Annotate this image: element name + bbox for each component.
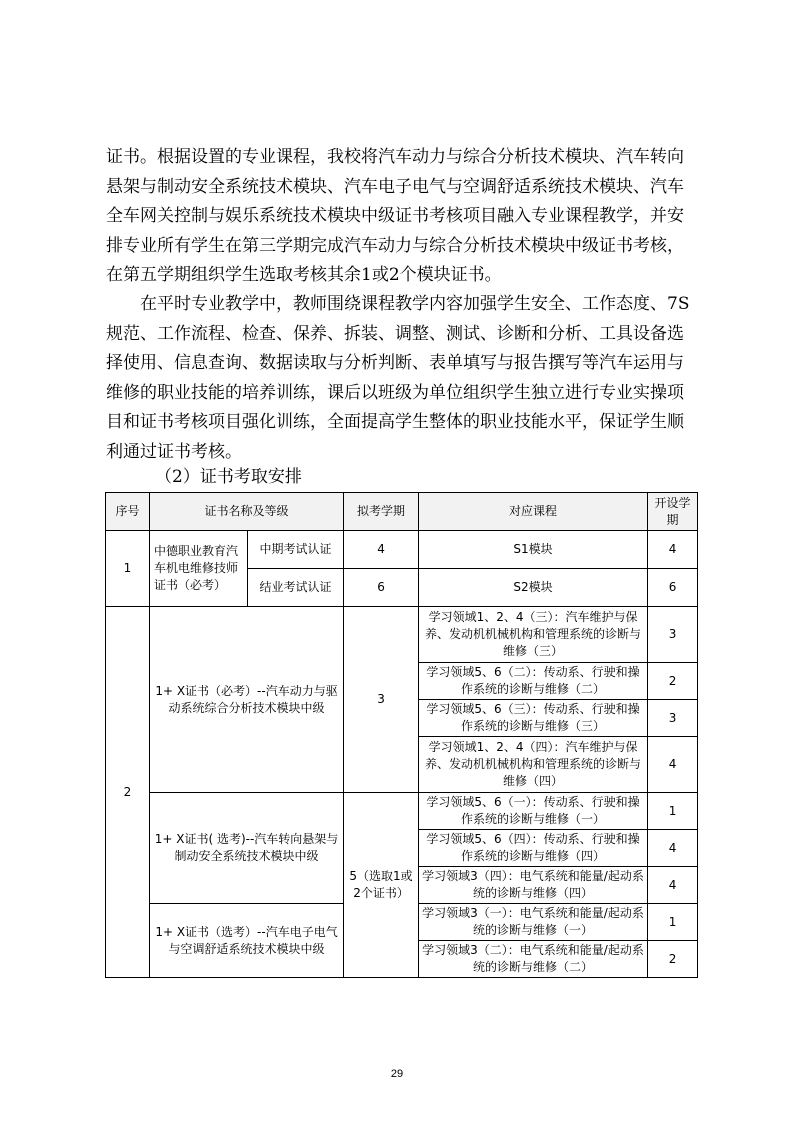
body-paragraph-2 [106, 290, 696, 467]
course-cell: 学习领域5、6（二）：传动系、行驶和操作系统的诊断与维修（二） [419, 663, 648, 700]
course-cell: 学习领域5、6（三）：传动系、行驶和操作系统的诊断与维修（三） [419, 700, 648, 737]
open-term-cell: 6 [648, 569, 698, 607]
open-term-cell: 4 [648, 737, 698, 793]
header-open: 开设学期 [648, 493, 698, 531]
term-cell: 6 [344, 569, 419, 607]
course-cell: 学习领域5、6（一）：传动系、行驶和操作系统的诊断与维修（一） [419, 793, 648, 830]
table-row [106, 531, 698, 569]
course-cell: 学习领域1、2、4（三）：汽车维护与保养、发动机机械机构和管理系统的诊断与维修（三） [419, 607, 648, 663]
open-term-cell: 2 [648, 663, 698, 700]
certificate-table [105, 492, 698, 978]
open-term-cell: 3 [648, 607, 698, 663]
table-row [106, 607, 698, 663]
seq-cell: 2 [106, 607, 150, 978]
cert-level-cell: 中期考试认证 [248, 531, 344, 569]
seq-cell: 1 [106, 531, 150, 607]
header-course: 对应课程 [419, 493, 648, 531]
term-cell: 5（选取1或2个证书） [344, 793, 419, 978]
page-number: 29 [390, 1068, 404, 1080]
header-cert: 证书名称及等级 [150, 493, 344, 531]
course-cell: S2模块 [419, 569, 648, 607]
course-cell: 学习领域3（四）：电气系统和能量/起动系统的诊断与维修（四） [419, 867, 648, 904]
cert-name-cell: 1+ X证书（选考）--汽车电子电气与空调舒适系统技术模块中级 [150, 904, 344, 978]
table-header-row [106, 493, 698, 531]
course-cell: 学习领域5、6（四）：传动系、行驶和操作系统的诊断与维修（四） [419, 830, 648, 867]
header-term: 拟考学期 [344, 493, 419, 531]
term-cell: 3 [344, 607, 419, 793]
cert-name-cell: 1+ X证书( 选考)--汽车转向悬架与制动安全系统技术模块中级 [150, 793, 344, 904]
section-heading: （2）证书考取安排 [155, 467, 302, 487]
open-term-cell: 1 [648, 904, 698, 941]
open-term-cell: 4 [648, 830, 698, 867]
course-cell: 学习领域3（一）：电气系统和能量/起动系统的诊断与维修（一） [419, 904, 648, 941]
paragraph-text: 在平时专业教学中，教师围绕课程教学内容加强学生安全、工作态度、7S规范、工作流程、检查、保养、拆装、调整、测试、诊断和分析、工具设备选择使用、信息查询、数据读取与分析判断、表单填写与报告撰写等汽车运用与维修的职业技能的培养训练，课后以班级为单位组织学生独立进行专业实操项目和证书考核项目强化训练，全面提高学生整体的职业技能水平，保证学生顺利通过证书考核。 [106, 294, 690, 462]
course-cell: S1模块 [419, 531, 648, 569]
open-term-cell: 2 [648, 941, 698, 978]
course-cell: 学习领域1、2、4（四）：汽车维护与保养、发动机机械机构和管理系统的诊断与维修（四） [419, 737, 648, 793]
header-seq: 序号 [106, 493, 150, 531]
open-term-cell: 4 [648, 531, 698, 569]
cert-level-cell: 结业考试认证 [248, 569, 344, 607]
open-term-cell: 1 [648, 793, 698, 830]
open-term-cell: 4 [648, 867, 698, 904]
body-paragraph-1 [106, 143, 696, 291]
cert-name-cell: 1+ X证书（必考）--汽车动力与驱动系统综合分析技术模块中级 [150, 607, 344, 793]
paragraph-text: 证书。根据设置的专业课程，我校将汽车动力与综合分析技术模块、汽车转向悬架与制动安全系统技术模块、汽车电子电气与空调舒适系统技术模块、汽车全车网关控制与娱乐系统技术模块中级证书考核项目融入专业课程教学，并安排专业所有学生在第三学期完成汽车动力与综合分析技术模块中级证书考核，在第五学期组织学生选取考核其余1或2个模块证书。 [106, 147, 684, 285]
open-term-cell: 3 [648, 700, 698, 737]
course-cell: 学习领域3（二）：电气系统和能量/起动系统的诊断与维修（二） [419, 941, 648, 978]
cert-name-cell: 中德职业教育汽车机电维修技师证书（必考） [150, 531, 248, 607]
table-row [106, 793, 698, 830]
term-cell: 4 [344, 531, 419, 569]
